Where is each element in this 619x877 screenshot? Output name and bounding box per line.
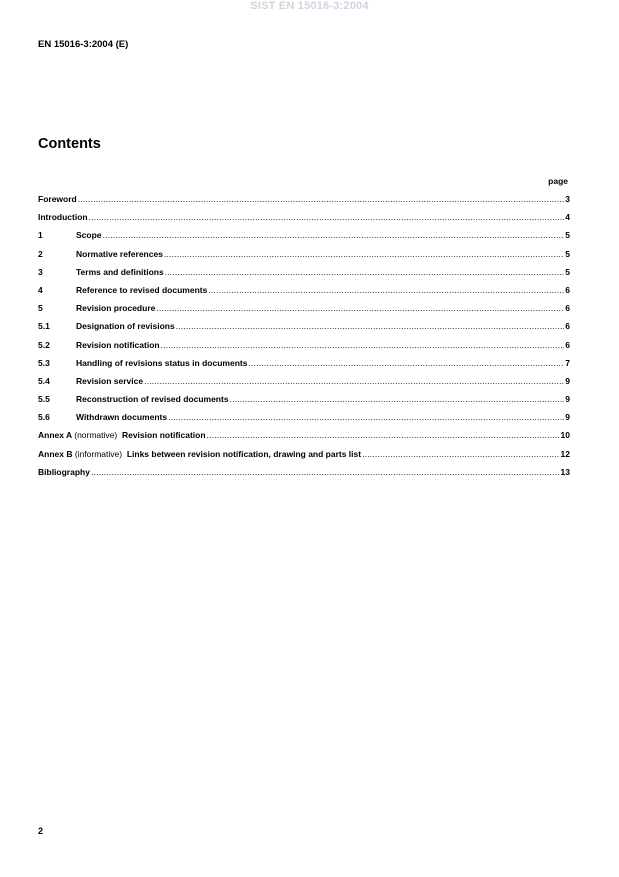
toc-leader-dots xyxy=(208,285,564,295)
toc-entry-normative-references[interactable] xyxy=(38,249,570,267)
toc-entry-number: 1 xyxy=(38,230,43,241)
toc-leader-dots xyxy=(103,230,565,240)
toc-leader-dots xyxy=(161,340,565,350)
toc-entry-number: 5.2 xyxy=(38,339,50,350)
toc-entry-page: 5 xyxy=(565,248,570,259)
toc-entry-page: 5 xyxy=(565,266,570,277)
annex-qualifier: (normative) xyxy=(74,430,118,441)
annex-subtitle: Links between revision notification, drawing and parts list xyxy=(126,448,362,459)
toc-entry-title: Revision service xyxy=(76,375,144,386)
toc-entry-page: 6 xyxy=(565,321,570,332)
toc-leader-dots xyxy=(230,394,565,404)
toc-entry-page: 9 xyxy=(565,394,570,405)
toc-entry-title: Withdrawn documents xyxy=(76,412,168,423)
toc-entry-number: 5.6 xyxy=(38,412,50,423)
toc-entry-number: 4 xyxy=(38,284,43,295)
toc-entry-page: 4 xyxy=(565,212,570,223)
toc-entry-terms-definitions[interactable] xyxy=(38,267,570,285)
toc-leader-dots xyxy=(91,467,560,477)
document-id: EN 15016-3:2004 (E) xyxy=(38,39,129,50)
page-title: Contents xyxy=(38,136,101,152)
toc-entry-title xyxy=(38,449,361,459)
toc-entry-page: 7 xyxy=(565,357,570,368)
annex-label: Annex B xyxy=(38,448,73,459)
toc-entry-title: Foreword xyxy=(38,194,77,204)
toc-entry-page: 6 xyxy=(565,339,570,350)
annex-qualifier: (informative) xyxy=(74,448,123,459)
toc-entry-annex-b[interactable] xyxy=(38,449,570,467)
toc-entry-title: Designation of revisions xyxy=(76,321,175,332)
toc-entry-title: Reference to revised documents xyxy=(76,284,208,295)
toc-entry-page: 13 xyxy=(560,466,570,477)
toc-entry-page: 12 xyxy=(560,448,570,459)
toc-entry-number: 3 xyxy=(38,266,43,277)
toc-entry-number: 2 xyxy=(38,248,43,259)
annex-label: Annex A xyxy=(38,430,72,441)
table-of-contents xyxy=(38,194,570,485)
toc-entry-scope[interactable] xyxy=(38,230,570,248)
toc-entry-revision-procedure[interactable] xyxy=(38,303,570,321)
toc-entry-title: Handling of revisions status in documents xyxy=(76,357,248,368)
toc-leader-dots xyxy=(89,212,565,222)
toc-entry-page: 3 xyxy=(565,194,570,204)
toc-entry-annex-a[interactable] xyxy=(38,430,570,448)
toc-entry-page: 10 xyxy=(560,430,570,441)
toc-leader-dots xyxy=(156,303,564,313)
toc-entry-number: 5.5 xyxy=(38,394,50,405)
toc-entry-title: Scope xyxy=(76,230,102,241)
toc-leader-dots xyxy=(362,449,559,459)
toc-entry-page: 6 xyxy=(565,303,570,314)
toc-leader-dots xyxy=(248,358,564,368)
toc-entry-foreword[interactable] xyxy=(38,194,570,212)
toc-entry-number: 5.3 xyxy=(38,357,50,368)
toc-entry-introduction[interactable] xyxy=(38,212,570,230)
toc-entry-title: Bibliography xyxy=(38,466,90,477)
page-column-label: page xyxy=(548,176,568,186)
toc-entry-title: Normative references xyxy=(76,248,163,259)
toc-entry-page: 5 xyxy=(565,230,570,241)
toc-entry-title: Reconstruction of revised documents xyxy=(76,394,229,405)
toc-entry-title: Terms and definitions xyxy=(76,266,164,277)
toc-entry-number: 5 xyxy=(38,303,43,314)
toc-entry-page: 9 xyxy=(565,412,570,423)
toc-entry-title: Revision procedure xyxy=(76,303,156,314)
toc-entry-revision-notification[interactable] xyxy=(38,340,570,358)
toc-entry-page: 9 xyxy=(565,375,570,386)
toc-entry-reconstruction[interactable] xyxy=(38,394,570,412)
toc-leader-dots xyxy=(176,321,565,331)
toc-entry-withdrawn-documents[interactable] xyxy=(38,412,570,430)
toc-entry-number: 5.1 xyxy=(38,321,50,332)
toc-leader-dots xyxy=(144,376,564,386)
toc-entry-title: Introduction xyxy=(38,212,88,223)
toc-entry-title: Revision notification xyxy=(76,339,160,350)
toc-leader-dots xyxy=(165,267,565,277)
toc-entry-designation-revisions[interactable] xyxy=(38,321,570,339)
page-number: 2 xyxy=(38,826,44,836)
annex-subtitle: Revision notification xyxy=(121,430,206,441)
toc-leader-dots xyxy=(164,249,564,259)
toc-entry-revision-service[interactable] xyxy=(38,376,570,394)
toc-entry-number: 5.4 xyxy=(38,375,50,386)
toc-leader-dots xyxy=(78,194,565,204)
toc-entry-reference-revised[interactable] xyxy=(38,285,570,303)
toc-entry-page: 6 xyxy=(565,284,570,295)
toc-leader-dots xyxy=(207,430,560,440)
toc-entry-title xyxy=(38,430,206,440)
toc-leader-dots xyxy=(168,412,564,422)
watermark: SIST EN 15016-3:2004 xyxy=(250,0,369,12)
toc-entry-handling-revisions[interactable] xyxy=(38,358,570,376)
toc-entry-bibliography[interactable] xyxy=(38,467,570,485)
